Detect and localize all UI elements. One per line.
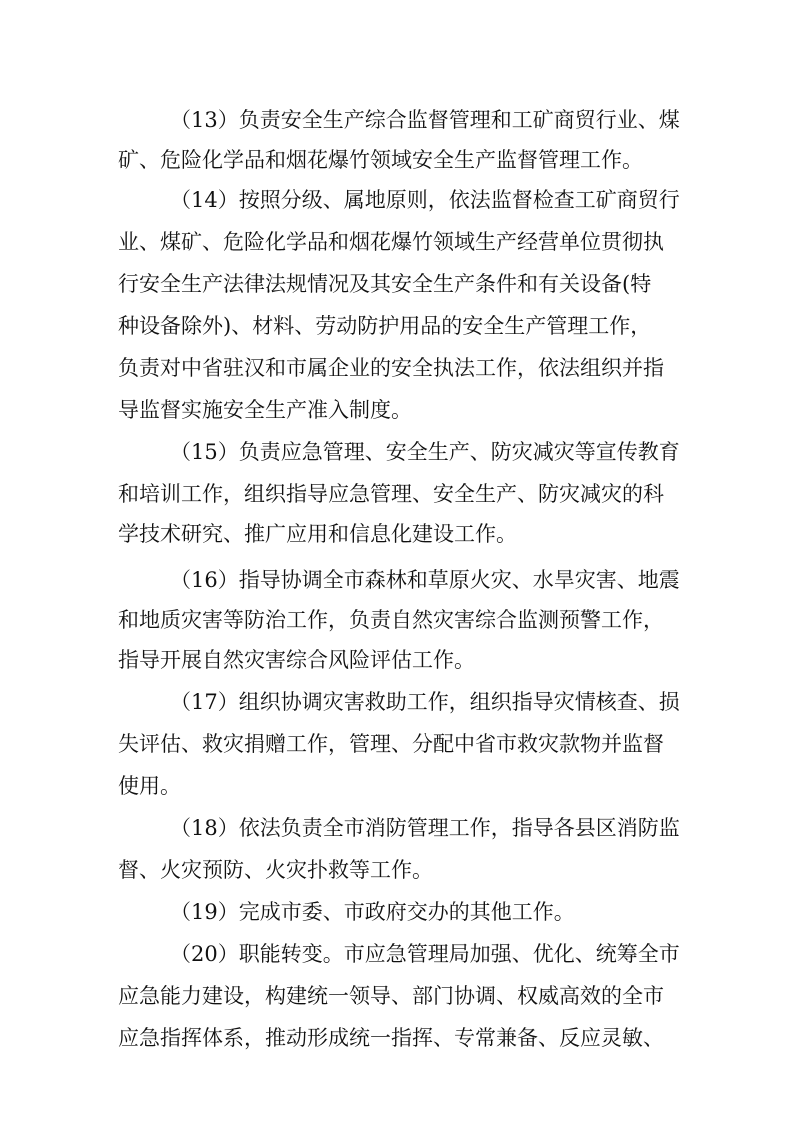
paragraph-20-line-2: 应急能力建设，构建统一领导、部门协调、权威高效的全市 [118, 984, 664, 1008]
paragraph-16-line-2: 和地质灾害等防治工作，负责自然灾害综合监测预警工作， [118, 608, 664, 632]
paragraph-20-line-1: （20）职能转变。市应急管理局加强、优化、统筹全市 [170, 942, 680, 966]
paragraph-13-line-2: 矿、危险化学品和烟花爆竹领域安全生产监督管理工作。 [118, 148, 643, 172]
paragraph-15-line-1: （15）负责应急管理、安全生产、防灾减灾等宣传教育 [170, 440, 680, 464]
paragraph-16-line-1: （16）指导协调全市森林和草原火灾、水旱灾害、地震 [170, 568, 680, 592]
paragraph-14-line-6: 导监督实施安全生产准入制度。 [118, 398, 412, 422]
paragraph-17-line-3: 使用。 [118, 774, 181, 798]
paragraph-20-line-3: 应急指挥体系，推动形成统一指挥、专常兼备、反应灵敏、 [118, 1026, 664, 1050]
paragraph-18-line-2: 督、火灾预防、火灾扑救等工作。 [118, 858, 433, 882]
paragraph-15-line-3: 学技术研究、推广应用和信息化建设工作。 [118, 522, 517, 546]
paragraph-18-line-1: （18）依法负责全市消防管理工作，指导各县区消防监 [170, 816, 680, 840]
paragraph-16-line-3: 指导开展自然灾害综合风险评估工作。 [118, 648, 475, 672]
paragraph-14-line-1: （14）按照分级、属地原则，依法监督检查工矿商贸行 [170, 188, 680, 212]
paragraph-13-line-1: （13）负责安全生产综合监督管理和工矿商贸行业、煤 [170, 108, 680, 132]
paragraph-19-line-1: （19）完成市委、市政府交办的其他工作。 [170, 900, 575, 924]
paragraph-17-line-1: （17）组织协调灾害救助工作，组织指导灾情核查、损 [170, 690, 680, 714]
paragraph-14-line-5: 负责对中省驻汉和市属企业的安全执法工作，依法组织并指 [118, 356, 664, 380]
paragraph-14-line-4: 种设备除外)、材料、劳动防护用品的安全生产管理工作， [118, 314, 652, 338]
paragraph-14-line-3: 行安全生产法律法规情况及其安全生产条件和有关设备(特 [118, 272, 652, 296]
paragraph-15-line-2: 和培训工作，组织指导应急管理、安全生产、防灾减灾的科 [118, 482, 664, 506]
paragraph-17-line-2: 失评估、救灾捐赠工作，管理、分配中省市救灾款物并监督 [118, 732, 664, 756]
paragraph-14-line-2: 业、煤矿、危险化学品和烟花爆竹领域生产经营单位贯彻执 [118, 230, 664, 254]
